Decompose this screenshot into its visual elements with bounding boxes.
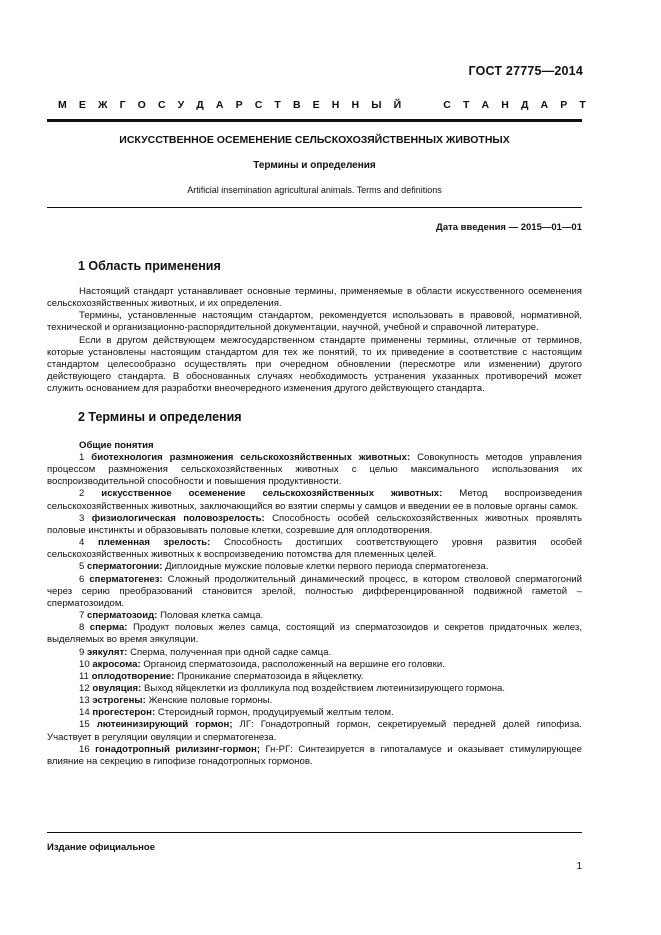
term-definition: Гн-РГ: Синтезируется в гипоталамусе и оказывает стимулирующее влияние на секрецию в гипофизе гонадотропных гормонов. <box>47 743 582 767</box>
term-name: физиологическая половозрелость: <box>91 512 265 524</box>
term-name: гонадотропный рилизинг-гормон; <box>95 743 261 755</box>
interstate-letter: С <box>254 99 263 111</box>
term-entry <box>47 707 582 719</box>
section1-paragraph: Настоящий стандарт устанавливает основные термины, применяемые в области искусственного осеменения сельскохозяйственных животных, и их определения. <box>47 286 582 310</box>
interstate-letter: А <box>481 99 490 111</box>
section1-paragraph: Термины, установленные настоящим стандартом, рекомендуется использовать в правовой, нормативной, технической и организационно-распорядительной документации, научной, учебной и справочной литературе. <box>47 310 582 334</box>
interstate-letter: Е <box>312 99 320 111</box>
interstate-letter: Т <box>274 99 281 111</box>
term-name: прогестерон: <box>92 707 156 719</box>
interstate-letter: Д <box>520 99 529 111</box>
interstate-letter: Д <box>196 99 204 111</box>
term-entry <box>47 574 582 610</box>
term-definition: Метод воспроизведения сельскохозяйственных животных, заключающийся во взятии спермы у самцов и введении ее в половые органы самок. <box>47 488 583 512</box>
interstate-letter: С <box>157 99 166 111</box>
term-number: 14 <box>79 707 90 719</box>
edition-label: Издание официальное <box>47 842 155 853</box>
interstate-letter: М <box>58 99 67 111</box>
header-thick-rule <box>47 119 582 122</box>
term-definition: ЛГ: Гонадотропный гормон, секретируемый передней долей гипофиза. Участвует в регуляции овуляции и сперматогенеза. <box>47 719 582 743</box>
term-entry <box>47 610 582 622</box>
term-entry <box>47 452 582 488</box>
term-name: акросома: <box>92 658 141 670</box>
interstate-letter: Р <box>235 99 243 111</box>
footer-rule <box>47 832 582 833</box>
term-entry <box>47 537 582 561</box>
term-number: 1 <box>79 452 85 463</box>
section2-heading: 2 Термины и определения <box>78 410 242 424</box>
interstate-letter: Н <box>501 99 509 111</box>
interstate-letter: С <box>443 99 451 111</box>
term-name: племенная зрелость: <box>98 537 211 549</box>
term-number: 11 <box>79 670 89 682</box>
term-number: 9 <box>79 646 85 658</box>
interstate-letter: Н <box>331 99 340 111</box>
term-definition: Диплоидные мужские половые клетки первого периода сперматогенеза. <box>165 561 489 573</box>
term-definition: Совокупность методов управления процессом размножения сельскохозяйственных животных с целью максимального использования их воспроизводительной способности и повышения продуктивности. <box>47 452 582 488</box>
term-name: сперматогонии: <box>87 561 163 573</box>
term-entry <box>47 488 582 512</box>
term-entry <box>47 659 582 671</box>
term-name: сперма: <box>89 622 128 634</box>
interstate-letter: У <box>177 99 185 111</box>
interstate-letter: Н <box>351 99 360 111</box>
term-name: биотехнология размножения сельскохозяйственных животных: <box>91 452 411 463</box>
document-title: ИСКУССТВЕННОЕ ОСЕМЕНЕНИЕ СЕЛЬСКОХОЗЯЙСТВЕННЫХ ЖИВОТНЫХ <box>119 134 510 146</box>
interstate-letter: Ы <box>371 99 382 111</box>
section1-paragraph: Если в другом действующем межгосударственном стандарте применены термины, отличные от терминов, которые установлены настоящим стандартом для тех же понятий, то их приведение в соответствие с настоящим стандартом целесообразно осуществлять при очередном обновлении (пересмотре или изменении) другого действующего стандарта. В обоснованных случаях необходимость устранения указанных противоречий может служить основанием для разработки внеочередного изменения другого действующего стандарта. <box>47 334 582 395</box>
term-number: 12 <box>79 682 90 694</box>
term-entry <box>47 695 582 707</box>
term-definition: Проникание сперматозоида в яйцеклетку. <box>177 670 364 682</box>
interstate-letter: Г <box>119 99 126 111</box>
section2-subheading: Общие понятия <box>79 440 154 451</box>
term-entry <box>47 561 582 573</box>
term-name: эстрогены: <box>92 695 146 707</box>
term-definition: Способность достигших соответствующего уровня развития особей сельскохозяйственных животных к воспроизведению потомства для племенных целей. <box>47 537 582 561</box>
term-entry <box>47 513 582 537</box>
interstate-letter: Т <box>463 99 470 111</box>
term-number: 10 <box>79 658 90 670</box>
term-number: 5 <box>79 561 85 573</box>
term-name: овуляция: <box>92 682 142 694</box>
term-entry <box>47 671 582 683</box>
introduction-date: Дата введения — 2015—01—01 <box>436 222 582 233</box>
page-number: 1 <box>576 861 582 872</box>
term-name: сперматогенез: <box>89 573 163 585</box>
term-definition: Половая клетка самца. <box>160 610 264 622</box>
interstate-standard-label <box>58 99 586 111</box>
term-name: искусственное осеменение сельскохозяйственных животных: <box>101 488 443 500</box>
interstate-letter <box>413 99 416 111</box>
term-number: 2 <box>79 488 85 500</box>
section1-heading: 1 Область применения <box>78 259 221 273</box>
term-entry <box>47 622 582 646</box>
term-definition: Стероидный гормон, продуцируемый желтым телом. <box>157 707 394 719</box>
term-definition: Женские половые гормоны. <box>148 695 273 707</box>
term-definition: Сложный продолжительный динамический процесс, в котором стволовой сперматогоний через серию преобразований становится зрелой, полностью дифференцированной подвижной гаметой – сперматозоидом. <box>47 573 582 609</box>
term-definition: Органоид сперматозоида, расположенный на вершине его головки. <box>143 658 445 670</box>
document-subtitle: Термины и определения <box>253 160 376 171</box>
term-number: 15 <box>79 719 90 731</box>
term-name: оплодотворение: <box>91 670 175 682</box>
interstate-letter: Т <box>579 99 586 111</box>
term-entry <box>47 683 582 695</box>
term-number: 8 <box>79 622 85 634</box>
terms-list <box>47 452 582 768</box>
term-entry <box>47 647 582 659</box>
interstate-letter: Р <box>560 99 568 111</box>
term-number: 6 <box>79 573 85 585</box>
term-definition: Продукт половых желез самца, состоящий из сперматозоидов и секретов придаточных желез, выделяемых во время эякуляции. <box>47 622 582 646</box>
term-name: эякулят: <box>87 646 128 658</box>
interstate-letter: Е <box>78 99 86 111</box>
term-number: 7 <box>79 610 85 622</box>
term-number: 4 <box>79 537 85 549</box>
term-entry <box>47 744 582 768</box>
term-name: лютеинизирующий гормон; <box>96 719 233 731</box>
interstate-letter <box>428 99 431 111</box>
interstate-letter: Ж <box>97 99 108 111</box>
term-number: 13 <box>79 695 90 707</box>
interstate-letter: О <box>137 99 146 111</box>
standard-code: ГОСТ 27775—2014 <box>468 64 583 78</box>
term-definition: Способность особей сельскохозяйственных животных проявлять половые инстинкты и образовывать половые клетки, созревшие для оплодотворения. <box>47 512 582 536</box>
interstate-letter: А <box>540 99 549 111</box>
interstate-letter: В <box>292 99 301 111</box>
english-title: Artificial insemination agricultural animals. Terms and definitions <box>187 185 442 195</box>
term-number: 3 <box>79 512 85 524</box>
header-thin-rule <box>47 207 582 208</box>
term-definition: Выход яйцеклетки из фолликула под воздействием лютеинизирующего гормона. <box>144 682 506 694</box>
interstate-letter: А <box>215 99 224 111</box>
term-name: сперматозоид: <box>87 610 158 622</box>
term-definition: Сперма, полученная при одной садке самца. <box>130 646 332 658</box>
term-number: 16 <box>79 743 90 755</box>
interstate-letter: Й <box>393 99 402 111</box>
section1-body <box>47 286 582 395</box>
term-entry <box>47 719 582 743</box>
